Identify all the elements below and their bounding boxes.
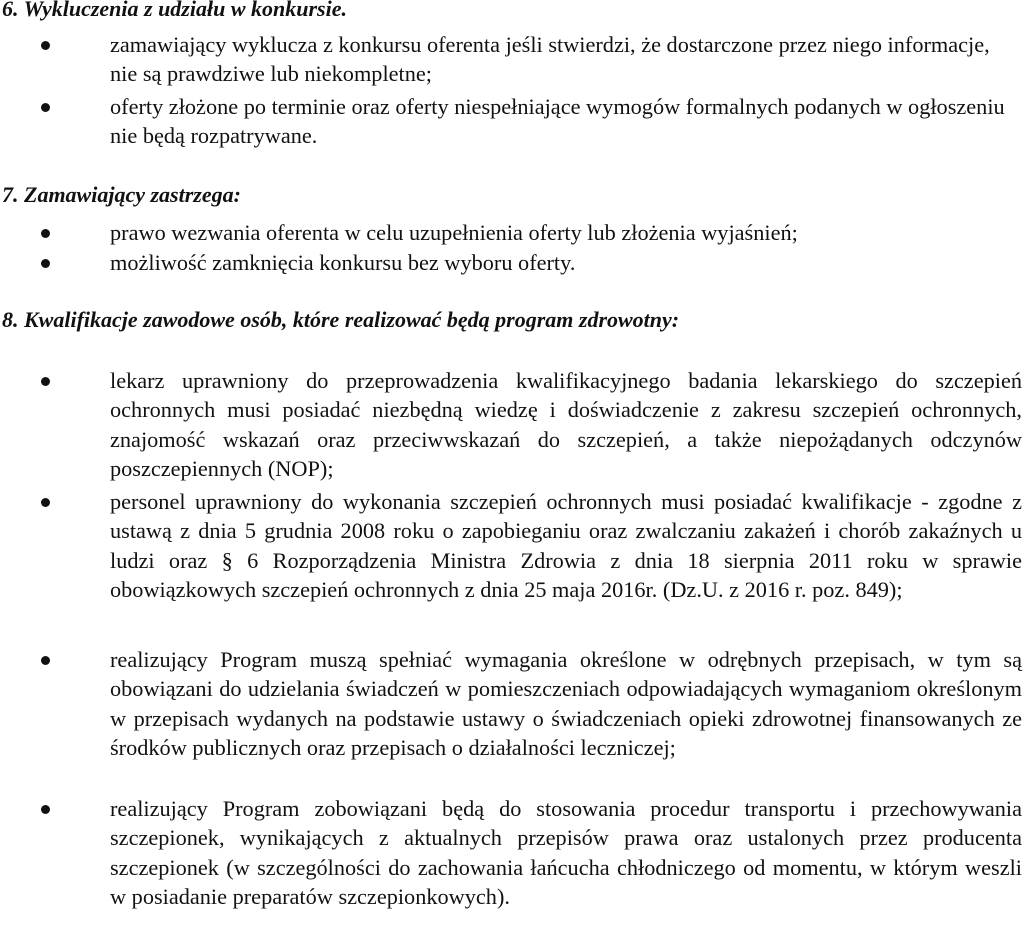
bullet-icon — [41, 377, 50, 386]
list-item-text: realizujący Program muszą spełniać wymagania określone w odrębnych przepisach, w tym są obowiązani do udzielania świadczeń w pomieszczeniach odpowiadających wymaganiom określonym w przepisach wydanych na podstawie ustawy o świadczeniach opieki zdrowotnej finansowanych ze środków publicznych oraz przepisach o działalności leczniczej; — [110, 647, 1022, 760]
list-item-text: prawo wezwania oferenta w celu uzupełnienia oferty lub złożenia wyjaśnień; — [110, 220, 798, 245]
section-7-heading: 7. Zamawiający zastrzega: — [2, 182, 241, 207]
list-item-text: możliwość zamknięcia konkursu bez wyboru oferty. — [110, 250, 576, 275]
bullet-icon — [41, 498, 50, 507]
list-item-text: personel uprawniony do wykonania szczepień ochronnych musi posiadać kwalifikacje - zgodne z ustawą z dnia 5 grudnia 2008 roku o zapobieganiu oraz zwalczaniu zakażeń i chorób zakaźnych u ludzi oraz § 6 Rozporządzenia Ministra Zdrowia z dnia 18 sierpnia 2011 roku w sprawie obowiązkowych szczepień ochronnych z dnia 25 maja 2016r. (Dz.U. z 2016 r. poz. 849); — [110, 489, 1022, 602]
bullet-icon — [41, 656, 50, 665]
bullet-icon — [41, 805, 50, 814]
section-8-heading: 8. Kwalifikacje zawodowe osób, które realizować będą program zdrowotny: — [2, 307, 680, 332]
list-item-text: oferty złożone po terminie oraz oferty niespełniające wymogów formalnych podanych w ogłoszeniu nie będą rozpatrywane. — [110, 94, 1005, 149]
bullet-icon — [41, 259, 50, 268]
bullet-icon — [41, 41, 50, 50]
bullet-icon — [41, 229, 50, 238]
list-item-text: zamawiający wyklucza z konkursu oferenta jeśli stwierdzi, że dostarczone przez niego informacje, nie są prawdziwe lub niekompletne; — [110, 32, 990, 87]
section-6-heading: 6. Wykluczenia z udziału w konkursie. — [2, 0, 347, 21]
bullet-icon — [41, 103, 50, 112]
list-item-text: lekarz uprawniony do przeprowadzenia kwalifikacyjnego badania lekarskiego do szczepień ochronnych musi posiadać niezbędną wiedzę i doświadczenie z zakresu szczepień ochronnych, znajomość wskazań oraz przeciwwskazań do szczepień, a także niepożądanych odczynów poszczepiennych (NOP); — [110, 368, 1022, 481]
list-item-text: realizujący Program zobowiązani będą do stosowania procedur transportu i przechowywania szczepionek, wynikających z aktualnych przepisów prawa oraz ustalonych przez producenta szczepionek (w szczególności do zachowania łańcucha chłodniczego od momentu, w którym weszli w posiadanie preparatów szczepionkowych). — [110, 796, 1022, 909]
